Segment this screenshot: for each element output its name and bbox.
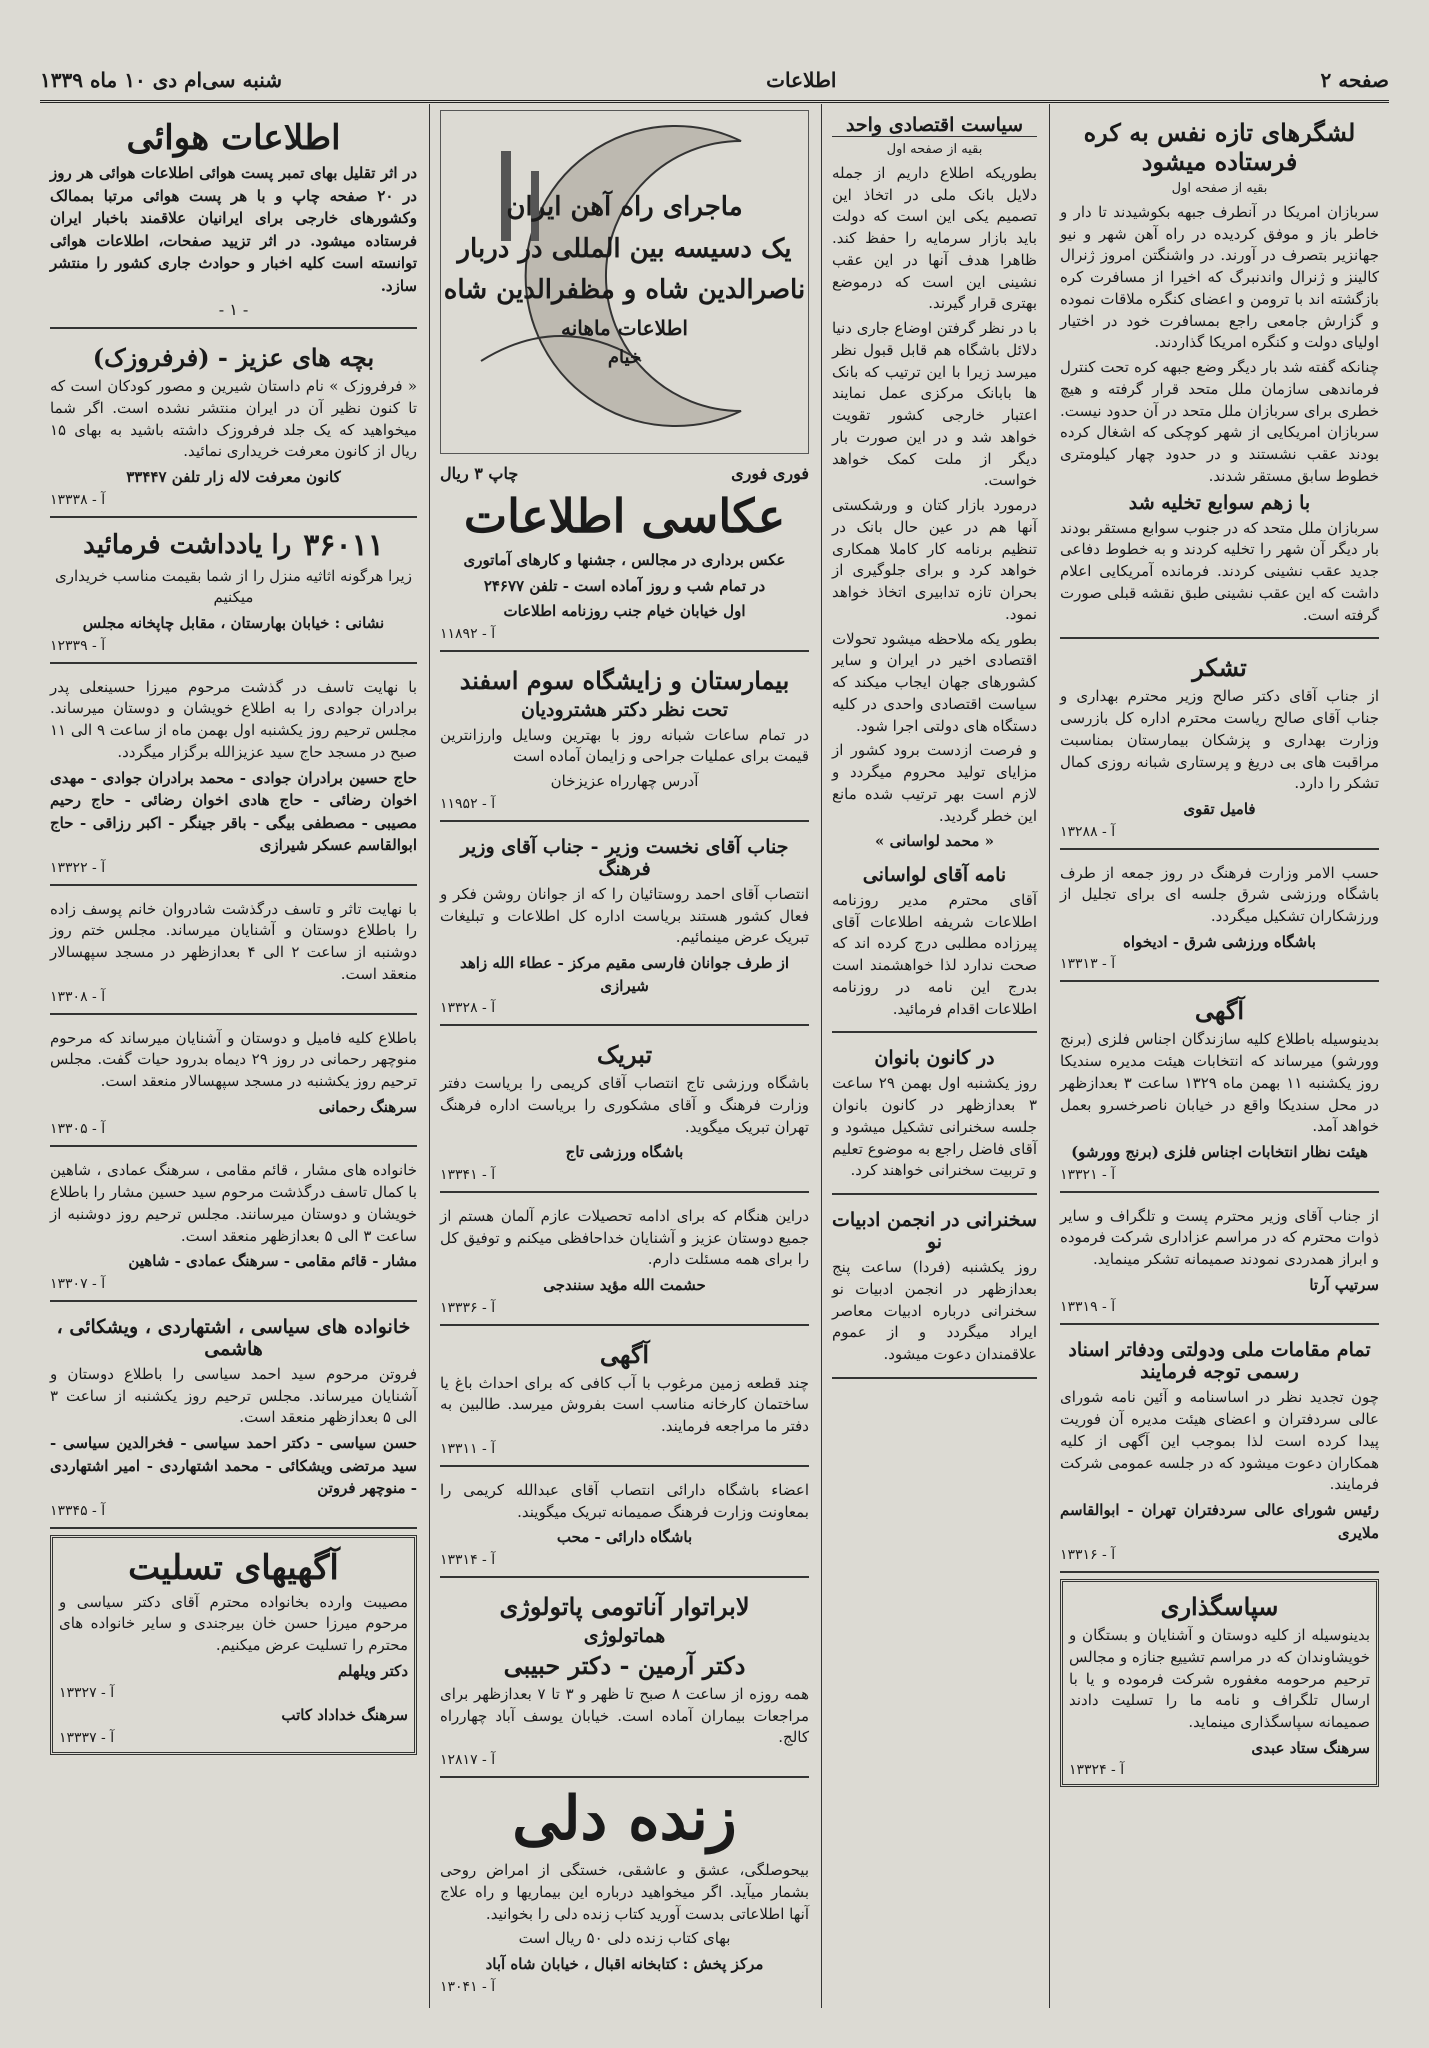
- phone-text: زیرا هرگونه اثاثیه منزل را از شما بقیمت مناسب خریداری میکنیم: [55, 566, 412, 607]
- photo-line-2: در تمام شب و روز آماده است - تلفن ۲۴۶۷۷: [483, 576, 766, 595]
- women-text: روز یکشنبه اول بهمن ۲۹ ساعت ۳ بعدازظهر در کانون بانوان جلسه سخنرانی تشکیل میشود و آقای فاضل راجع به موضوع تعلیم و تربیت سخنرانی خواهند کرد.: [832, 1074, 1037, 1180]
- darai-notice: [440, 1473, 809, 1578]
- arta-text: از جناب آقای وزیر محترم پست و تلگراف و سایر ذوات محترم که در مراسم عزاداری شرکت فرموده و ابراز همدردی نمودند صمیمانه تشکر مینماید.: [1060, 1206, 1379, 1269]
- column-ads: [429, 104, 819, 2008]
- obit3-code: آ - ۱۳۳۰۵: [50, 1121, 106, 1138]
- tabrik-code: آ - ۱۳۳۴۱: [440, 1166, 496, 1183]
- notice-code: آ - ۱۳۳۲۱: [1060, 1166, 1116, 1183]
- condolence2-sign: سرهنگ خداداد کاتب: [281, 1706, 408, 1725]
- council-sign: رئیس شورای عالی سردفتران تهران - ابوالقاسم ملایری: [1060, 1501, 1379, 1542]
- farewell-sign: حشمت الله مؤید سنندجی: [543, 1276, 706, 1294]
- obituary-2: [50, 892, 417, 1015]
- farewell-code: آ - ۱۳۳۳۶: [440, 1299, 496, 1316]
- masthead: [40, 60, 1389, 103]
- obit4-names: مشار - قائم مقامی - سرهنگ عمادی - شاهین: [128, 1252, 417, 1271]
- news2-text: سربازان ملل متحد که در جنوب سوابع مستقر بودند بار دیگر آن شهر را تخلیه کردند و به خطوط دفاعی جدید عقب نشینی کردند. فرمانده آمریکایی اعلام داشت که این عقب نشینی طبق نقشه قبلی صورت گرفته است.: [1060, 518, 1379, 624]
- photo-header: [440, 464, 809, 483]
- kids-code: آ - ۱۳۳۳۸: [50, 491, 106, 508]
- air-text: در اثر تقلیل بهای تمبر پست هوائی اطلاعات هوائی هر روز در ۲۰ صفحه چاپ و با هر پست هوائی مرتبا بممالک وکشورهای خارجی برای ایرانیان علاقمند باخبار ایران فرستاده میشود. در اثر تزیید صفحات، اطلاعات هوائی توانسته است کلیه اخبار و حوادث جاری کشور را منتشر سازد.: [50, 164, 417, 295]
- economy-p1: بطوریکه اطلاع داریم از جمله دلایل بانک ملی در اتخاذ این تصمیم یکی این است که دولت باید بازار سرمایه را حفظ کند. ظاهرا هدف آنها در این عقب نشینی این است که درموضع بهتری قرار گیرند.: [832, 163, 1037, 313]
- literature-notice: [832, 1201, 1037, 1379]
- photo-line-1: عکس برداری در مجالس ، جشنها و کارهای آماتوری: [463, 551, 786, 569]
- obit5-text: فروتن مرحوم سید احمد سیاسی را باطلاع دوستان و آشنایان میرساند. مجلس ترحیم روز یکشنبه از ساعت ۳ الی ۵ بعدازظهر منعقد است.: [50, 1364, 417, 1427]
- phone-title: را یادداشت فرمائید: [83, 530, 292, 560]
- zinde-title: زنده دلی: [512, 1784, 737, 1854]
- council-text: چون تجدید نظر در اساسنامه و آئین نامه شورای عالی سردفتران و اعضای هیئت مدیره آن فوریت پیدا کرده است لذا بموجب این آگهی از کلیه همکاران دعوت میشود که در جلسه عمومی شرکت فرمایند.: [1060, 1388, 1379, 1494]
- darai-text: اعضاء باشگاه دارائی انتصاب آقای عبدالله کریمی را بمعاونت وزارت فرهنگ صمیمانه تبریک میگویند.: [440, 1480, 809, 1521]
- obit5-names: حسن سیاسی - دکتر احمد سیاسی - فخرالدین سیاسی - سید مرتضی ویشکائی - محمد اشتهاردی - امیر اشتهاردی - منوچهر فروتن: [50, 1434, 417, 1497]
- column-economy: [821, 104, 1047, 2008]
- pm-text: انتصاب آقای احمد روستائیان را که از جوانان روشن فکر و فعال کشور هستند بریاست اداره کل اطلاعات و تبلیغات تبریک عرض مینمائیم.: [440, 884, 809, 947]
- issue-date: شنبه سی‌ام دی ۱۰ ماه ۱۳۳۹: [40, 68, 283, 92]
- air-edition-ad: [50, 110, 417, 329]
- kids-book-ad: [50, 335, 417, 518]
- phone-address: نشانی : خیابان بهارستان ، مقابل چاپخانه مجلس: [82, 614, 385, 632]
- poster-line-5: خیام: [607, 346, 642, 368]
- economy-title: سیاست اقتصادی واحد: [832, 114, 1037, 137]
- council-notice: [1060, 1331, 1379, 1573]
- phone-header: [50, 528, 417, 563]
- letter-notice: [832, 856, 1037, 1034]
- thanks-notice: [1060, 645, 1379, 849]
- obit1-text: با نهایت تاسف در گذشت مرحوم میرزا حسینعلی پدر برادران جوادی را به اطلاع خویشان و دوستان میرساند. مجلس ترحیم روز یکشنبه اول بهمن ماه از ساعت ۹ الی ۱۱ صبح در مسجد حاج سید عزیزالله برگزار میگردد.: [50, 677, 417, 761]
- lab-sub: هماتولوژی: [583, 1624, 666, 1647]
- council-title: تمام مقامات ملی ودولتی ودفاتر اسناد رسمی توجه فرمایند: [1068, 1339, 1371, 1384]
- lab-code: آ - ۱۲۸۱۷: [440, 1752, 496, 1768]
- women-notice: [832, 1039, 1037, 1195]
- thanks-text: از جناب آقای دکتر صالح وزیر محترم بهداری و جناب آقای صالح ریاست محترم اداره کل بازرسی وزارت بهداری و پزشکان بیمارستان بمناسبت مراقبت های بی دریغ و پرستاری شبانه روزی کمال تشکر را دارد.: [1060, 687, 1379, 793]
- obit1-names: حاج حسین برادران جوادی - محمد برادران جوادی - مهدی اخوان رضائی - حاج هادی اخوان رضائی - حاج رحیم مصیبی - مصطفی بیگی - باقر جینگر - اکبر رزاقی - حاج ابوالقاسم عسکر شیرازی: [50, 768, 417, 854]
- photo-left: چاپ ۳ ریال: [440, 464, 519, 483]
- notice-title: آگهی: [1194, 996, 1245, 1026]
- pm-code: آ - ۱۳۳۲۸: [440, 1000, 496, 1016]
- literature-text: روز یکشنبه (فردا) ساعت پنج بعدازظهر در انجمن ادبیات نو سخنرانی درباره ادبیات معاصر ایراد میگردد و از عموم علاقمندان دعوت میشود.: [832, 1258, 1037, 1364]
- condolence2-code: آ - ۱۳۳۳۷: [59, 1729, 115, 1746]
- lead-sub: بقیه از صفحه اول: [1171, 181, 1268, 196]
- economy-sub: بقیه از صفحه اول: [886, 142, 983, 157]
- council-code: آ - ۱۳۳۱۶: [1060, 1547, 1116, 1564]
- club-sign: باشگاه ورزشی شرق - ادیخواه: [1123, 932, 1316, 951]
- photo-line-3: اول خیابان خیام جنب روزنامه اطلاعات: [503, 602, 746, 620]
- paper-name: اطلاعات: [766, 68, 837, 92]
- condolence-code: آ - ۱۳۳۲۷: [59, 1685, 115, 1702]
- condolence-title: آگهیهای تسلیت: [128, 1547, 339, 1588]
- hospital-ad: [440, 658, 809, 822]
- economy-p4: بطور یکه ملاحظه میشود تحولات اقتصادی اخیر در ایران و سایر کشورهای جهان ایجاب میکند که سیاست اقتصادی واحدی در کلیه دستگاه های دولتی اجرا شود.: [832, 629, 1037, 735]
- farewell-text: دراین هنگام که برای ادامه تحصیلات عازم آلمان هستم از جمیع دوستان عزیز و آشنایان خداحافظی میکنم و توفیق کل را برای همه مسئلت دارم.: [440, 1206, 809, 1269]
- photo-title: عکاسی اطلاعات: [463, 489, 786, 543]
- land-ad: [440, 1332, 809, 1467]
- economy-p2: با در نظر گرفتن اوضاع جاری دنیا دلائل باشگاه هم قابل قبول نظر میرسد زیرا با این ترتیب که بانک ها بابانک مرکزی عمل نمایند اعتبار خارجی کشور تقویت خواهد شد و در این صورت بار دیگر از ملت کمک خواهد خواست.: [831, 319, 1037, 490]
- poster-line-4: اطلاعات ماهانه: [561, 315, 688, 340]
- obit2-text: با نهایت تاثر و تاسف درگذشت شادروان خانم پوسف زاده را باطلاع دوستان و آشنایان میرساند. مجلس ختم روز دوشنبه از ساعت ۲ الی ۴ بعدازظهر در مسجد سپهسالار منعقد است.: [50, 899, 417, 983]
- lead-title: لشگرهای تازه نفس به کره فرستاده میشود: [1083, 118, 1356, 176]
- obituary-3: [50, 1021, 417, 1148]
- land-code: آ - ۱۳۳۱۱: [440, 1440, 496, 1457]
- pm-sign: از طرف جوانان فارسی مقیم مرکز - عطاء الله زاهد شیرازی: [459, 954, 790, 995]
- obituary-4: [50, 1153, 417, 1302]
- obit3-sign: سرهنگ رحمانی: [318, 1097, 417, 1116]
- lead-article: [1060, 110, 1379, 639]
- club-notice: [1060, 856, 1379, 983]
- phone-number: ۳۶۰۱۱: [303, 527, 384, 563]
- condolence-section: [50, 1535, 417, 1755]
- photo-code: آ - ۱۱۸۹۲: [440, 625, 496, 642]
- photo-studio-ad: [440, 460, 809, 652]
- hospital-text: در تمام ساعات شبانه روز با بهترین وسایل وارزانترین قیمت برای عملیات جراحی و زایمان آماده است: [440, 725, 809, 766]
- economy-p5: و فرصت ازدست برود کشور از مزایای تولید محروم میگردد و لازم است بهر ترتیب شده مانع این خطر گردید.: [832, 741, 1037, 825]
- phone-code: آ - ۱۲۳۳۹: [50, 637, 106, 654]
- letter-text: آقای محترم مدیر روزنامه اطلاعات شریفه اطلاعات آقای پیرزاده مطلبی درج کرده اند که صحت ندارد لذا خواهشمند است بدرج این نامه در روزنامه اطلاعات اقدام فرمائید.: [832, 890, 1037, 1018]
- kids-text: « فرفروزک » نام داستان شیرین و مصور کودکان است که تا کنون نظیر آن در ایران منتشر نشده است. اگر شما میخواهید که یک جلد فرفروزک داشته باشید به بهای ۱۵ ریال از کانون معرفت خریداری نمائید.: [50, 377, 417, 461]
- hospital-code: آ - ۱۱۹۵۲: [440, 795, 496, 812]
- darai-code: آ - ۱۳۳۱۴: [440, 1551, 496, 1568]
- obituary-5: [50, 1308, 417, 1529]
- obituary-1: [50, 670, 417, 886]
- tabrik-notice: [440, 1032, 809, 1193]
- thanks-sign: فامیل تقوی: [1183, 800, 1256, 819]
- lead-text-2: چنانکه گفته شد بار دیگر وضع جبهه کره تحت کنترل فرماندهی سازمان ملل متحد قرار گرفته و هیچ خطری برای سربازان ملل متحد در آن حدود نیست. سربازان امریکایی از شهر کوچکی که اشغال کرده بودند عقب نشستند و در حدود چهار کیلومتری خطوط سابق مستقر شدند.: [1060, 358, 1379, 485]
- farewell-notice: [440, 1199, 809, 1326]
- obit1-code: آ - ۱۳۳۲۲: [50, 859, 106, 876]
- hospital-title: بیمارستان و زایشگاه سوم اسفند: [459, 665, 790, 695]
- hospital-address: آدرس چهارراه عزیزخان: [550, 772, 699, 790]
- land-text: چند قطعه زمین مرغوب با آب کافی که برای احداث باغ یا ساختمان کارخانه مناسب است بفروش میرسد. طالبین به دفتر ما مراجعه فرمایند.: [440, 1373, 809, 1435]
- lab-ad: [440, 1584, 809, 1778]
- obit4-text: خانواده های مشار ، قائم مقامی ، سرهنگ عمادی ، شاهین با کمال تاسف درگذشت مرحوم سید حسین مشار را باطلاع خویشان و دوستان میرسانند. مجلس ترحیم روز دوشنبه از ساعت ۳ الی ۵ بعدازظهر منعقد است.: [50, 1161, 417, 1245]
- zinde-price: بهای کتاب زنده دلی ۵۰ ریال است: [518, 1929, 731, 1948]
- thanks-code: آ - ۱۳۲۸۸: [1060, 823, 1116, 840]
- kids-title: بچه های عزیز - (فرفروزک): [92, 343, 375, 372]
- club-text: حسب الامر وزارت فرهنگ در روز جمعه از طرف باشگاه ورزشی شرق جلسه ای برای تجلیل از ورزشکاران تشکیل میگردد.: [1060, 863, 1379, 926]
- letter-title: نامه آقای لواسانی: [862, 863, 1007, 886]
- obit2-code: آ - ۱۳۳۰۸: [50, 988, 106, 1005]
- monthly-poster: [440, 110, 809, 454]
- metal-notice: [1060, 988, 1379, 1192]
- poster-line-3: ناصرالدین شاه و مظفرالدین شاه: [443, 275, 806, 306]
- kids-tel: کانون معرفت لاله زار تلفن ۳۳۴۴۷: [126, 468, 341, 486]
- pm-title: جناب آقای نخست وزیر - جناب آقای وزیر فرهنگ: [460, 835, 789, 880]
- poster-line-1: ماجرای راه آهن ایران: [506, 192, 743, 223]
- land-title: آگهی: [599, 1339, 650, 1369]
- obit5-title: خانواده های سیاسی ، اشتهاردی ، ویشکائی ، هاشمی: [56, 1315, 411, 1360]
- obit5-code: آ - ۱۳۳۴۵: [50, 1502, 106, 1519]
- obit3-text: باطلاع کلیه فامیل و دوستان و آشنایان میرساند که مرحوم منوچهر رحمانی در روز ۲۹ دیماه بدرود حیات گفت. مجلس ترحیم روز یکشنبه در مسجد سپهسالار منعقد است.: [50, 1028, 417, 1090]
- poster-line-2: یک دسیسه بین المللی در دربار: [457, 233, 792, 264]
- club-code: آ - ۱۳۳۱۳: [1060, 956, 1116, 973]
- phone-ad: [50, 524, 417, 664]
- tabrik-title: تبریک: [596, 1040, 653, 1069]
- economy-p3: درمورد بازار کتان و ورشکستی آنها هم در عین حال بانک در تنظیم برنامه کار کاملا همکاری خواهد کرد و برای جلوگیری از بحران تازه تدابیری اتخاذ خواهد نمود.: [832, 496, 1037, 623]
- tabrik-text: باشگاه ورزشی تاج انتصاب آقای کریمی را بریاست دفتر وزارت فرهنگ و آقای مشکوری را بریاست اداره فرهنگ تهران تبریک میگوید.: [440, 1074, 809, 1136]
- lab-text: همه روزه از ساعت ۸ صبح تا ظهر و ۳ تا ۷ بعدازظهر برای مراجعات بیماران آماده است. خیابان یوسف آباد چهارراه کالج.: [440, 1684, 809, 1747]
- news2-title: با زهم سوابع تخلیه شد: [1128, 491, 1311, 514]
- sepas-text: بدینوسیله از کلیه دوستان و آشنایان و بستگان و خویشاوندان که در مراسم تشییع جنازه و مجالس ترحیم مرحومه مغفوره شرکت فرموده و یا با ارسال تلگراف و نامه ما را تسلیت دادند صمیمانه سپاسگذاری مینماید.: [1069, 1626, 1370, 1732]
- arta-notice: [1060, 1199, 1379, 1326]
- darai-sign: باشگاه دارائی - محب: [556, 1528, 693, 1547]
- notice-text: بدینوسیله باطلاع کلیه سازندگان اجناس فلزی (برنج وورشو) میرساند که انتخابات هیئت مدیره سندیکا روز یکشنبه ۱۱ بهمن ماه ۱۳۲۹ ساعت ۳ بعدازظهر در محل سندیکا واقع در خیابان ناصرخسرو بعمل خواهد آمد.: [1060, 1030, 1380, 1136]
- column-left: [40, 104, 427, 2008]
- photo-right: فوری فوری: [731, 464, 809, 483]
- zinde-ad: [440, 1784, 809, 1995]
- arta-sign: سرتیپ آرتا: [1309, 1275, 1379, 1294]
- pm-congrats: [440, 828, 809, 1026]
- condolence-text: مصیبت وارده بخانواده محترم آقای دکتر سیاسی و مرحوم میرزا حسن خان بیرجندی و سایر خانواده های محترم را تسلیت عرض میکنیم.: [59, 1592, 408, 1654]
- lab-title: لابراتوار آناتومی پاتولوژی: [499, 1591, 750, 1621]
- lead-text: سربازان امریکا در آنطرف جبهه بکوشیدند تا دار و خاطر باز و موفق کردیده در راه آهن شهر و نیو جهانزیر بتصرف در آورند. در واشنگتن امروز ژنرال کالینز و ژنرال واندنبرگ که اخیرا از مسافرت کره بازگشته اند با ترومن و اعضای کنگره ملاقات نموده و گزارش جامعی راجع بمسافرت خود در اختیار اولیای دولت و کنگره امریکا گذاردند.: [1060, 202, 1379, 352]
- sepas-title: سپاسگذاری: [1160, 1592, 1279, 1622]
- hospital-sub: تحت نظر دکتر هشترودیان: [521, 698, 728, 721]
- poster-text: [444, 187, 805, 373]
- zinde-address: مرکز پخش : کتابخانه اقبال ، خیابان شاه آباد: [485, 1955, 764, 1973]
- page-number: صفحه ۲: [1320, 68, 1389, 92]
- arta-code: آ - ۱۳۳۱۹: [1060, 1299, 1116, 1316]
- condolence-sign: دکتر ویلهلم: [337, 1661, 408, 1680]
- air-title: اطلاعات هوائی: [126, 118, 341, 158]
- sepas-notice: [1060, 1579, 1379, 1787]
- women-title: در کانون بانوان: [874, 1047, 995, 1070]
- obit4-code: آ - ۱۳۳۰۷: [50, 1275, 106, 1292]
- literature-title: سخنرانی در انجمن ادبیات نو: [831, 1209, 1037, 1254]
- thanks-title: تشکر: [1192, 653, 1247, 683]
- zinde-code: آ - ۱۳۰۴۱: [440, 1978, 496, 1995]
- column-right: [1049, 104, 1389, 2008]
- economy-sign: « محمد لواسانی »: [875, 832, 994, 851]
- sepas-sign: سرهنگ ستاد عبدی: [1251, 1738, 1370, 1757]
- notice-sign: هیئت نظار انتخابات اجناس فلزی (برنج وورشو): [1071, 1143, 1368, 1162]
- tabrik-sign: باشگاه ورزشی تاج: [565, 1143, 684, 1162]
- sepas-code: آ - ۱۳۳۲۴: [1069, 1762, 1125, 1779]
- air-code: - ۱ -: [218, 300, 249, 319]
- lab-doctors: دکتر آرمین - دکتر حبیبی: [503, 1650, 746, 1680]
- zinde-text: بیحوصلگی، عشق و عاشقی، خستگی از امراض روحی بشمار میآید. اگر میخواهید درباره این بیماریها و راه علاج آنها اطلاعاتی بدست آورید کتاب زنده دلی را بخوانید.: [440, 1861, 809, 1923]
